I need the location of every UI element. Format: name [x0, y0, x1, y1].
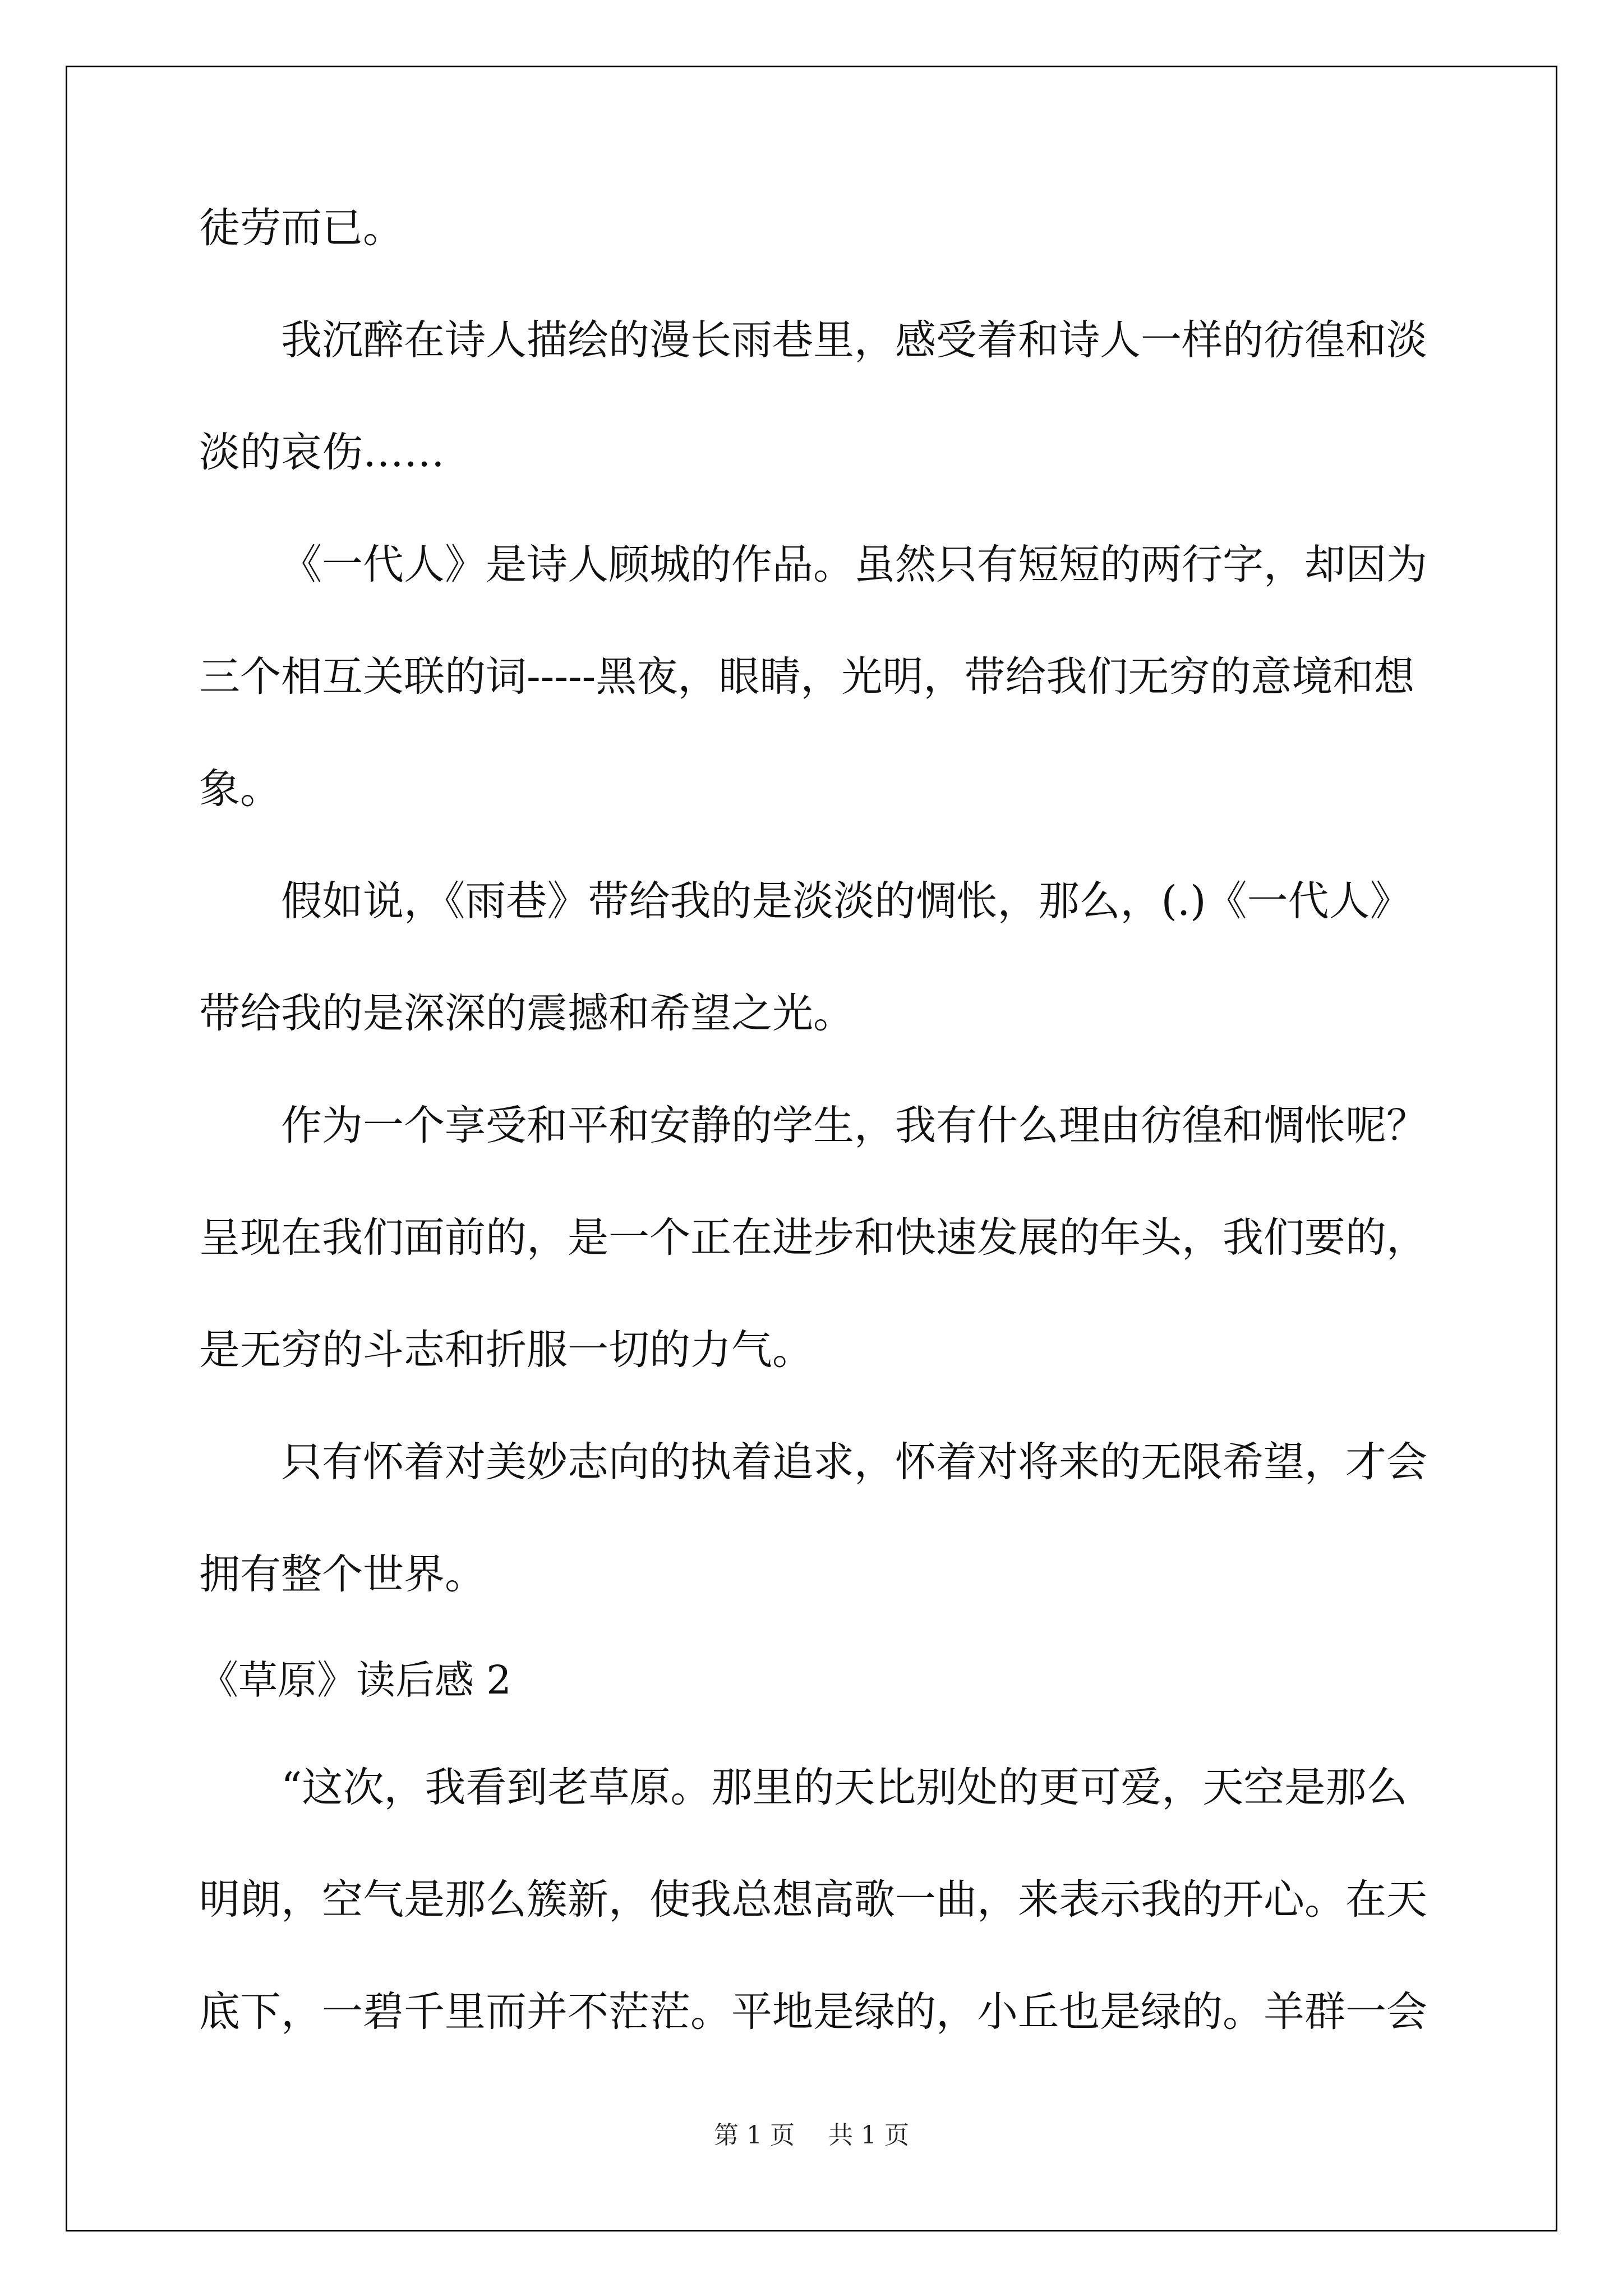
- text-line: 底下，一碧千里而并不茫茫。平地是绿的，小丘也是绿的。羊群一会: [199, 1988, 1427, 2036]
- paragraph-line: 《一代人》是诗人顾城的作品。虽然只有短短的两行字，却因为: [281, 541, 1427, 588]
- text-line: 象。: [199, 765, 281, 813]
- text-line: 徒劳而已。: [199, 204, 404, 252]
- text-line: 明朗，空气是那么簇新，使我总想高歌一曲，来表示我的开心。在天: [199, 1876, 1427, 1924]
- text-line: 拥有整个世界。: [199, 1550, 486, 1598]
- paragraph-line: “这次，我看到老草原。那里的天比别处的更可爱，天空是那么: [281, 1764, 1408, 1811]
- text-line: 淡的哀伤……: [199, 429, 445, 476]
- text-line: 呈现在我们面前的，是一个正在进步和快速发展的年头，我们要的，: [199, 1214, 1427, 1262]
- paragraph-line: 我沉醉在诗人描绘的漫长雨巷里，感受着和诗人一样的彷徨和淡: [281, 316, 1427, 364]
- text-line: 是无穷的斗志和折服一切的力气。: [199, 1326, 813, 1374]
- page-number-current: 第 1 页: [714, 2121, 795, 2150]
- paragraph-line: 假如说，《雨巷》带给我的是淡淡的惆怅，那么，(.)《一代人》: [281, 877, 1411, 925]
- paragraph-line: 作为一个享受和平和安静的学生，我有什么理由彷徨和惆怅呢？: [281, 1102, 1427, 1149]
- text-line: 带给我的是深深的震撼和希望之光。: [199, 990, 854, 1037]
- section-heading: 《草原》读后感 2: [199, 1657, 511, 1703]
- text-line: 三个相互关联的词-----黑夜，眼睛，光明，带给我们无穷的意境和想: [199, 653, 1415, 701]
- page-footer: [0, 2115, 1623, 2151]
- page-number-total: 共 1 页: [828, 2121, 909, 2150]
- paragraph-line: 只有怀着对美妙志向的执着追求，怀着对将来的无限希望，才会: [281, 1438, 1427, 1486]
